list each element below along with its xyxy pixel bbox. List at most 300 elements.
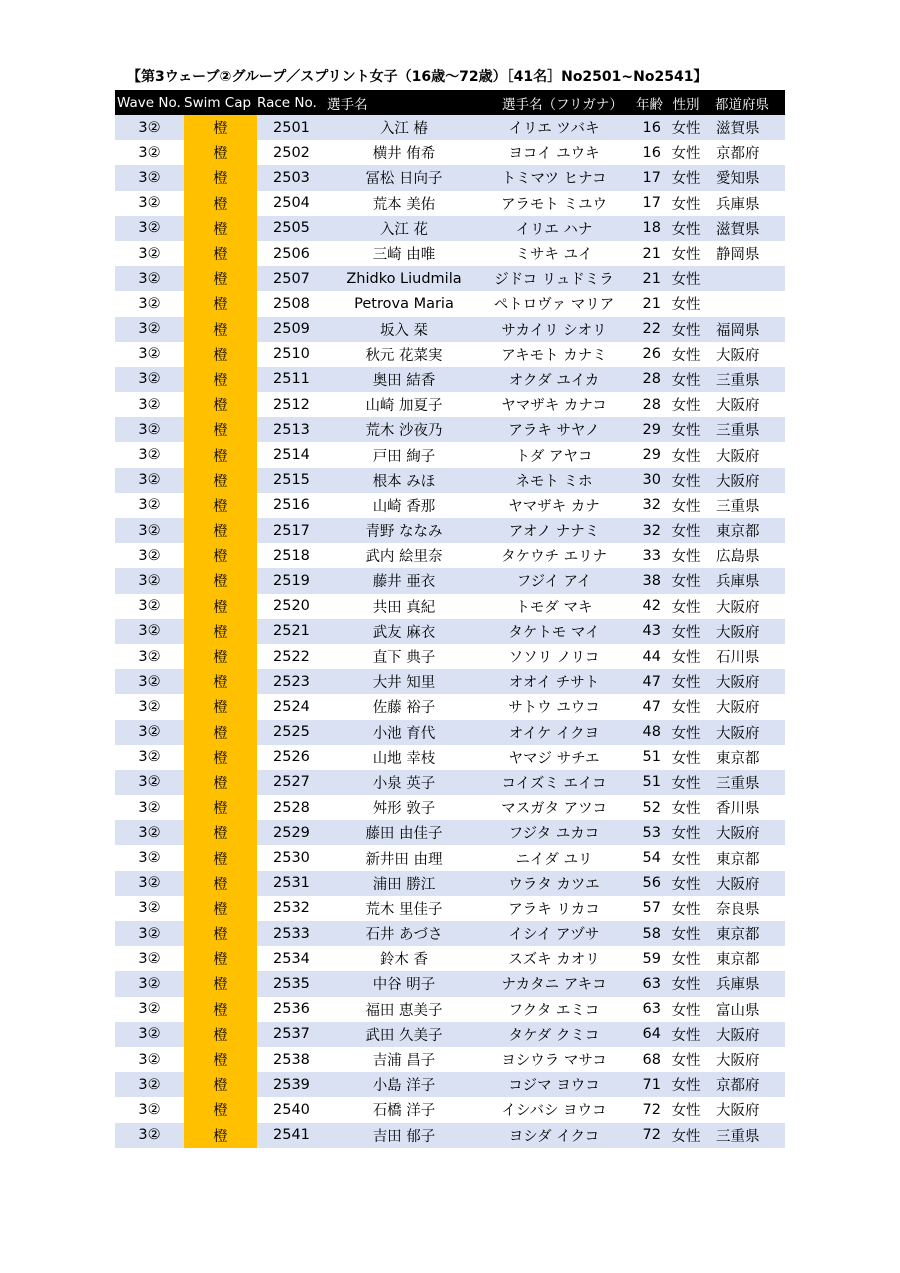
race-no-cell: 2539 xyxy=(257,1072,325,1097)
swim-cap-cell: 橙 xyxy=(184,191,257,216)
table-row xyxy=(115,140,785,165)
furigana-cell: ヨシダ イクコ xyxy=(483,1123,625,1148)
race-no-cell: 2535 xyxy=(257,971,325,996)
column-header-name: 選手名 xyxy=(325,90,483,115)
prefecture-cell: 兵庫県 xyxy=(716,196,760,213)
furigana-cell: ヨコイ ユウキ xyxy=(508,146,600,163)
swim-cap-cell: 橙 xyxy=(184,493,257,518)
swim-cap-cell: 橙 xyxy=(184,720,257,745)
sex-cell: 女性 xyxy=(671,750,701,767)
table-row xyxy=(115,493,785,518)
swim-cap-cell: 橙 xyxy=(184,1022,257,1047)
age-cell: 33 xyxy=(642,547,661,564)
table-row xyxy=(115,971,785,996)
race-no-cell: 2533 xyxy=(257,921,325,946)
prefecture-cell: 大阪府 xyxy=(716,347,760,364)
sex-cell: 女性 xyxy=(671,700,701,717)
name-cell: 藤田 由佳子 xyxy=(325,820,483,845)
furigana-cell: フジタ ユカコ xyxy=(483,820,625,845)
sex-cell: 女性 xyxy=(671,297,701,314)
age-cell: 52 xyxy=(642,799,661,816)
name-cell: 佐藤 裕子 xyxy=(372,700,436,717)
furigana-cell: ジドコ リュドミラ xyxy=(483,266,625,291)
prefecture-cell: 大阪府 xyxy=(707,720,785,745)
race-no-cell: 2538 xyxy=(273,1051,310,1068)
swim-cap-cell: 橙 xyxy=(184,971,257,996)
prefecture-cell: 大阪府 xyxy=(716,398,760,415)
name-cell: 共田 真紀 xyxy=(372,599,436,616)
table-row xyxy=(115,921,785,946)
column-header-race-no: Race No. xyxy=(257,90,325,115)
wave-cell: 3② xyxy=(115,165,184,190)
name-cell: 中谷 明子 xyxy=(325,971,483,996)
table-header xyxy=(115,90,785,115)
swim-cap-cell: 橙 xyxy=(184,518,257,543)
name-cell: 舛形 敦子 xyxy=(372,801,436,818)
name-cell: 小泉 英子 xyxy=(325,770,483,795)
wave-cell: 3② xyxy=(115,468,184,493)
race-no-cell: 2504 xyxy=(273,195,310,212)
age-cell: 58 xyxy=(625,921,665,946)
furigana-cell: オクダ ユイカ xyxy=(483,367,625,392)
prefecture-cell: 広島県 xyxy=(716,549,760,566)
table-row xyxy=(115,291,785,316)
furigana-cell: タケウチ エリナ xyxy=(501,549,607,566)
furigana-cell: トミマツ ヒナコ xyxy=(483,165,625,190)
furigana-cell: ヤマザキ カナコ xyxy=(501,398,607,415)
age-cell: 48 xyxy=(625,720,665,745)
sex-cell: 女性 xyxy=(671,347,701,364)
table-row xyxy=(115,720,785,745)
wave-cell: 3② xyxy=(138,497,161,514)
swim-cap-cell: 橙 xyxy=(184,140,257,165)
wave-cell: 3② xyxy=(138,144,161,161)
prefecture-cell: 東京都 xyxy=(707,518,785,543)
prefecture-cell: 三重県 xyxy=(707,770,785,795)
race-no-cell: 2530 xyxy=(273,850,310,867)
age-cell: 47 xyxy=(625,669,665,694)
table-row xyxy=(115,1072,785,1097)
wave-cell: 3② xyxy=(115,568,184,593)
race-no-cell: 2514 xyxy=(273,447,310,464)
sex-cell: 女性 xyxy=(665,820,707,845)
swim-cap-cell: 橙 xyxy=(184,669,257,694)
prefecture-cell: 大阪府 xyxy=(707,619,785,644)
race-no-cell: 2505 xyxy=(257,216,325,241)
prefecture-cell: 富山県 xyxy=(716,1002,760,1019)
sex-cell: 女性 xyxy=(665,871,707,896)
prefecture-cell: 静岡県 xyxy=(716,247,760,264)
race-no-cell: 2521 xyxy=(257,619,325,644)
sex-cell: 女性 xyxy=(671,448,701,465)
wave-cell: 3② xyxy=(138,598,161,615)
age-cell: 22 xyxy=(625,317,665,342)
swim-cap-cell: 橙 xyxy=(184,1097,257,1122)
age-cell: 54 xyxy=(642,850,661,867)
swim-cap-cell: 橙 xyxy=(184,568,257,593)
furigana-cell: タケトモ マイ xyxy=(483,619,625,644)
swim-cap-cell: 橙 xyxy=(184,165,257,190)
column-header-sex: 性別 xyxy=(665,90,707,115)
table-row xyxy=(115,845,785,870)
sex-cell: 女性 xyxy=(671,599,701,616)
sex-cell: 女性 xyxy=(665,1123,707,1148)
race-no-cell: 2513 xyxy=(257,417,325,442)
table-row xyxy=(115,191,785,216)
age-cell: 51 xyxy=(642,749,661,766)
swim-cap-cell: 橙 xyxy=(184,871,257,896)
table-row xyxy=(115,417,785,442)
name-cell: 山地 幸枝 xyxy=(372,750,436,767)
table-body xyxy=(115,115,785,1148)
age-cell: 56 xyxy=(625,871,665,896)
column-header-wave: Wave No. xyxy=(115,90,184,115)
name-cell: 武田 久美子 xyxy=(325,1022,483,1047)
age-cell: 21 xyxy=(642,295,661,312)
wave-cell: 3② xyxy=(138,698,161,715)
furigana-cell: ヤマザキ カナ xyxy=(508,498,600,515)
furigana-cell: トモダ マキ xyxy=(515,599,593,616)
age-cell: 64 xyxy=(625,1022,665,1047)
prefecture-cell xyxy=(707,291,785,316)
age-cell: 71 xyxy=(625,1072,665,1097)
furigana-cell: サカイリ シオリ xyxy=(483,317,625,342)
name-cell: 武内 絵里奈 xyxy=(365,549,443,566)
race-no-cell: 2541 xyxy=(257,1123,325,1148)
race-no-cell: 2528 xyxy=(273,799,310,816)
furigana-cell: アラキ リカコ xyxy=(508,901,600,918)
wave-cell: 3② xyxy=(138,346,161,363)
name-cell: 秋元 花菜実 xyxy=(365,347,443,364)
swim-cap-cell: 橙 xyxy=(184,241,257,266)
race-no-cell: 2519 xyxy=(257,568,325,593)
swim-cap-cell: 橙 xyxy=(184,619,257,644)
prefecture-cell: 大阪府 xyxy=(716,700,760,717)
age-cell: 38 xyxy=(625,568,665,593)
age-cell: 17 xyxy=(625,165,665,190)
age-cell: 18 xyxy=(625,216,665,241)
wave-cell: 3② xyxy=(138,648,161,665)
table-row xyxy=(115,594,785,619)
table-row xyxy=(115,241,785,266)
wave-cell: 3② xyxy=(138,547,161,564)
wave-cell: 3② xyxy=(138,749,161,766)
swim-cap-cell: 橙 xyxy=(184,694,257,719)
furigana-cell: タケダ クミコ xyxy=(483,1022,625,1047)
race-no-cell: 2501 xyxy=(257,115,325,140)
table-row xyxy=(115,669,785,694)
wave-cell: 3② xyxy=(115,317,184,342)
wave-cell: 3② xyxy=(115,921,184,946)
name-cell: 小池 育代 xyxy=(325,720,483,745)
wave-cell: 3② xyxy=(115,367,184,392)
name-cell: 冨松 日向子 xyxy=(325,165,483,190)
wave-cell: 3② xyxy=(138,396,161,413)
table-row xyxy=(115,946,785,971)
swim-cap-cell: 橙 xyxy=(184,291,257,316)
participant-table xyxy=(115,90,785,1148)
wave-cell: 3② xyxy=(138,1101,161,1118)
name-cell: 入江 椿 xyxy=(325,115,483,140)
swim-cap-cell: 橙 xyxy=(184,266,257,291)
furigana-cell: ウラタ カツエ xyxy=(483,871,625,896)
race-no-cell: 2524 xyxy=(273,698,310,715)
name-cell: 山崎 加夏子 xyxy=(365,398,443,415)
sex-cell: 女性 xyxy=(665,115,707,140)
swim-cap-cell: 橙 xyxy=(184,896,257,921)
prefecture-cell xyxy=(707,266,785,291)
age-cell: 72 xyxy=(625,1123,665,1148)
prefecture-cell: 大阪府 xyxy=(707,820,785,845)
name-cell: 大井 知里 xyxy=(325,669,483,694)
name-cell: 石井 あづさ xyxy=(325,921,483,946)
sex-cell: 女性 xyxy=(671,146,701,163)
table-row xyxy=(115,468,785,493)
sex-cell: 女性 xyxy=(671,398,701,415)
name-cell: 武友 麻衣 xyxy=(325,619,483,644)
swim-cap-cell: 橙 xyxy=(184,115,257,140)
swim-cap-cell: 橙 xyxy=(184,997,257,1022)
furigana-cell: ネモト ミホ xyxy=(483,468,625,493)
age-cell: 43 xyxy=(625,619,665,644)
furigana-cell: オオイ チサト xyxy=(483,669,625,694)
swim-cap-cell: 橙 xyxy=(184,216,257,241)
wave-cell: 3② xyxy=(115,518,184,543)
wave-cell: 3② xyxy=(115,669,184,694)
prefecture-cell: 兵庫県 xyxy=(707,971,785,996)
sex-cell: 女性 xyxy=(665,720,707,745)
swim-cap-cell: 橙 xyxy=(184,317,257,342)
wave-cell: 3② xyxy=(115,1022,184,1047)
furigana-cell: コイズミ エイコ xyxy=(483,770,625,795)
prefecture-cell: 三重県 xyxy=(707,1123,785,1148)
furigana-cell: ヨシウラ マサコ xyxy=(501,1053,607,1070)
wave-cell: 3② xyxy=(115,770,184,795)
wave-cell: 3② xyxy=(115,619,184,644)
sex-cell: 女性 xyxy=(665,921,707,946)
prefecture-cell: 石川県 xyxy=(716,650,760,667)
table-row xyxy=(115,266,785,291)
race-no-cell: 2515 xyxy=(257,468,325,493)
race-no-cell: 2512 xyxy=(273,396,310,413)
furigana-cell: コジマ ヨウコ xyxy=(483,1072,625,1097)
name-cell: 戸田 絢子 xyxy=(372,448,436,465)
wave-cell: 3② xyxy=(138,195,161,212)
furigana-cell: ミサキ ユイ xyxy=(515,247,593,264)
page-title: 【第3ウェーブ②グループ／スプリント女子（16歳～72歳）［41名］No2501~No2541】 xyxy=(127,69,708,85)
prefecture-cell: 兵庫県 xyxy=(707,568,785,593)
swim-cap-cell: 橙 xyxy=(184,468,257,493)
age-cell: 30 xyxy=(625,468,665,493)
wave-cell: 3② xyxy=(115,417,184,442)
sex-cell: 女性 xyxy=(671,1002,701,1019)
furigana-cell: アラモト ミユウ xyxy=(500,196,608,213)
furigana-cell: トダ アヤコ xyxy=(515,448,593,465)
furigana-cell: オイケ イクヨ xyxy=(483,720,625,745)
sex-cell: 女性 xyxy=(665,266,707,291)
sex-cell: 女性 xyxy=(665,367,707,392)
age-cell: 63 xyxy=(625,971,665,996)
sex-cell: 女性 xyxy=(671,498,701,515)
swim-cap-cell: 橙 xyxy=(184,745,257,770)
sex-cell: 女性 xyxy=(665,1022,707,1047)
table-row xyxy=(115,820,785,845)
age-cell: 53 xyxy=(625,820,665,845)
race-no-cell: 2507 xyxy=(257,266,325,291)
name-cell: 坂入 栞 xyxy=(325,317,483,342)
furigana-cell: マスガタ アツコ xyxy=(501,801,607,818)
prefecture-cell: 大阪府 xyxy=(707,669,785,694)
table-row xyxy=(115,694,785,719)
swim-cap-cell: 橙 xyxy=(184,946,257,971)
race-no-cell: 2510 xyxy=(273,346,310,363)
prefecture-cell: 大阪府 xyxy=(707,1022,785,1047)
age-cell: 51 xyxy=(625,770,665,795)
sex-cell: 女性 xyxy=(665,518,707,543)
race-no-cell: 2516 xyxy=(273,497,310,514)
prefecture-cell: 大阪府 xyxy=(707,468,785,493)
age-cell: 29 xyxy=(642,447,661,464)
sex-cell: 女性 xyxy=(671,1103,701,1120)
age-cell: 59 xyxy=(642,950,661,967)
sex-cell: 女性 xyxy=(665,669,707,694)
swim-cap-cell: 橙 xyxy=(184,795,257,820)
prefecture-cell: 大阪府 xyxy=(716,599,760,616)
name-cell: 直下 典子 xyxy=(372,650,436,667)
race-no-cell: 2511 xyxy=(257,367,325,392)
wave-cell: 3② xyxy=(115,115,184,140)
race-no-cell: 2529 xyxy=(257,820,325,845)
name-cell: 荒木 沙夜乃 xyxy=(325,417,483,442)
swim-cap-cell: 橙 xyxy=(184,921,257,946)
furigana-cell: フクタ エミコ xyxy=(508,1002,600,1019)
prefecture-cell: 東京都 xyxy=(716,851,760,868)
wave-cell: 3② xyxy=(138,850,161,867)
table-row xyxy=(115,216,785,241)
prefecture-cell: 京都府 xyxy=(707,1072,785,1097)
table-row xyxy=(115,568,785,593)
sex-cell: 女性 xyxy=(671,952,701,969)
wave-cell: 3② xyxy=(138,950,161,967)
sex-cell: 女性 xyxy=(665,1072,707,1097)
name-cell: 根本 みほ xyxy=(325,468,483,493)
swim-cap-cell: 橙 xyxy=(184,543,257,568)
table-row xyxy=(115,1123,785,1148)
table-row xyxy=(115,644,785,669)
swim-cap-cell: 橙 xyxy=(184,367,257,392)
age-cell: 57 xyxy=(642,900,661,917)
swim-cap-cell: 橙 xyxy=(184,392,257,417)
wave-cell: 3② xyxy=(138,1051,161,1068)
prefecture-cell: 京都府 xyxy=(716,146,760,163)
age-cell: 29 xyxy=(625,417,665,442)
race-no-cell: 2520 xyxy=(273,598,310,615)
wave-cell: 3② xyxy=(138,245,161,262)
prefecture-cell: 奈良県 xyxy=(716,901,760,918)
wave-cell: 3② xyxy=(138,447,161,464)
sex-cell: 女性 xyxy=(671,650,701,667)
header-row xyxy=(115,90,785,115)
furigana-cell: イリエ ハナ xyxy=(483,216,625,241)
wave-cell: 3② xyxy=(138,1001,161,1018)
name-cell: 奥田 結香 xyxy=(325,367,483,392)
wave-cell: 3② xyxy=(138,295,161,312)
sex-cell: 女性 xyxy=(665,619,707,644)
race-no-cell: 2525 xyxy=(257,720,325,745)
sex-cell: 女性 xyxy=(665,317,707,342)
race-no-cell: 2508 xyxy=(273,295,310,312)
sex-cell: 女性 xyxy=(671,801,701,818)
swim-cap-cell: 橙 xyxy=(184,1072,257,1097)
race-no-cell: 2536 xyxy=(273,1001,310,1018)
prefecture-cell: 滋賀県 xyxy=(707,115,785,140)
race-no-cell: 2502 xyxy=(273,144,310,161)
table-row xyxy=(115,871,785,896)
table-row xyxy=(115,795,785,820)
wave-cell: 3② xyxy=(115,1072,184,1097)
sex-cell: 女性 xyxy=(671,196,701,213)
race-no-cell: 2526 xyxy=(273,749,310,766)
race-no-cell: 2532 xyxy=(273,900,310,917)
sex-cell: 女性 xyxy=(665,216,707,241)
table-row xyxy=(115,367,785,392)
sex-cell: 女性 xyxy=(671,851,701,868)
name-cell: 青野 ななみ xyxy=(325,518,483,543)
race-no-cell: 2517 xyxy=(257,518,325,543)
furigana-cell: イシバシ ヨウコ xyxy=(501,1103,607,1120)
prefecture-cell: 愛知県 xyxy=(707,165,785,190)
name-cell: Zhidko Liudmila xyxy=(325,266,483,291)
race-no-cell: 2534 xyxy=(273,950,310,967)
sex-cell: 女性 xyxy=(665,971,707,996)
table-row xyxy=(115,392,785,417)
table-row xyxy=(115,165,785,190)
prefecture-cell: 三重県 xyxy=(716,498,760,515)
swim-cap-cell: 橙 xyxy=(184,644,257,669)
prefecture-cell: 香川県 xyxy=(716,801,760,818)
sex-cell: 女性 xyxy=(671,247,701,264)
race-no-cell: 2522 xyxy=(273,648,310,665)
column-header-furigana: 選手名（フリガナ） xyxy=(483,90,625,115)
age-cell: 47 xyxy=(642,698,661,715)
table-row xyxy=(115,745,785,770)
age-cell: 42 xyxy=(642,598,661,615)
table-row xyxy=(115,1047,785,1072)
prefecture-cell: 滋賀県 xyxy=(707,216,785,241)
wave-cell: 3② xyxy=(115,820,184,845)
wave-cell: 3② xyxy=(115,1123,184,1148)
table-row xyxy=(115,342,785,367)
table-row xyxy=(115,115,785,140)
name-cell: 藤井 亜衣 xyxy=(325,568,483,593)
furigana-cell: ソソリ ノリコ xyxy=(508,650,600,667)
furigana-cell: サトウ ユウコ xyxy=(508,700,600,717)
table-row xyxy=(115,1022,785,1047)
furigana-cell: ペトロヴァ マリア xyxy=(493,297,615,314)
prefecture-cell: 東京都 xyxy=(716,750,760,767)
age-cell: 32 xyxy=(642,497,661,514)
race-no-cell: 2503 xyxy=(257,165,325,190)
table-row xyxy=(115,997,785,1022)
furigana-cell: アキモト カナミ xyxy=(501,347,607,364)
swim-cap-cell: 橙 xyxy=(184,442,257,467)
sex-cell: 女性 xyxy=(665,417,707,442)
sex-cell: 女性 xyxy=(671,1053,701,1070)
name-cell: 荒木 里佳子 xyxy=(365,901,443,918)
wave-cell: 3② xyxy=(115,266,184,291)
prefecture-cell: 福岡県 xyxy=(707,317,785,342)
furigana-cell: アオノ ナナミ xyxy=(483,518,625,543)
